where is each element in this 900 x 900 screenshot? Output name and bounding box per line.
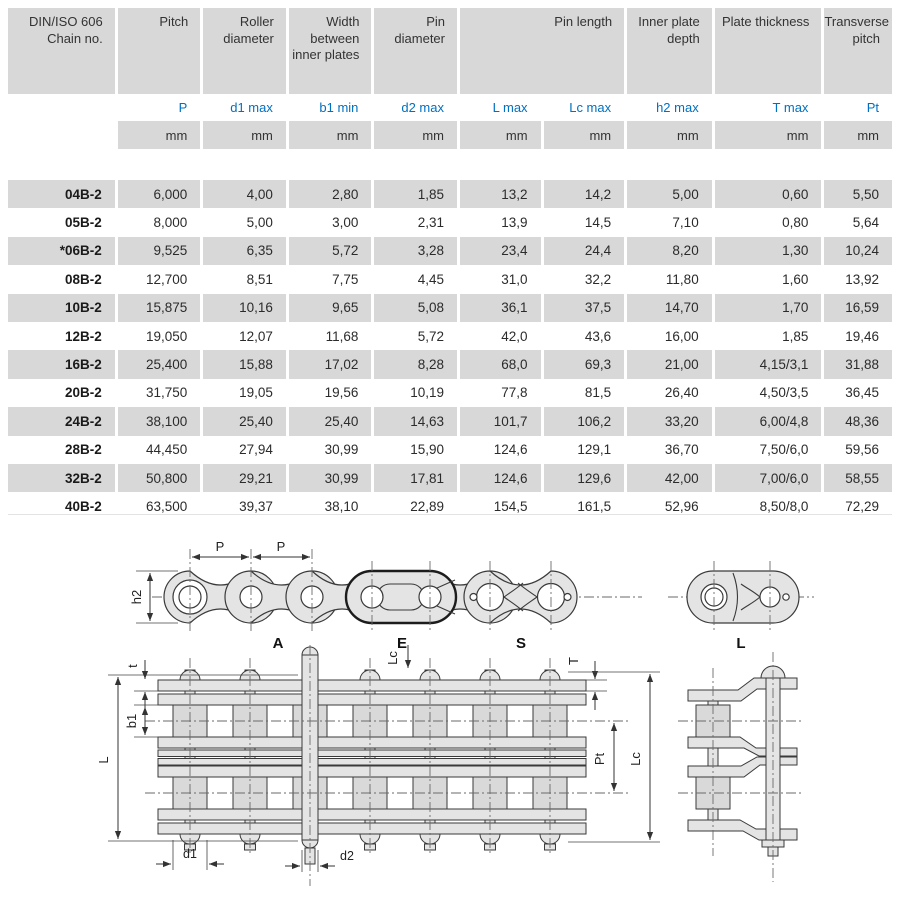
cell-value: 106,2	[544, 407, 625, 435]
cell-value: 8,50/8,0	[715, 492, 822, 520]
cell-value: 24,4	[544, 237, 625, 265]
symbol-h2: h2 max	[627, 94, 712, 121]
label-link-S: S	[515, 635, 527, 652]
cell-value: 154,5	[460, 492, 541, 520]
cell-value: 39,37	[203, 492, 286, 520]
header-chain-no-line2: Chain no.	[47, 30, 103, 46]
header-row	[8, 8, 892, 94]
header-chain-no	[8, 8, 115, 94]
cell-value: 31,88	[824, 350, 892, 378]
cell-value: 44,450	[118, 436, 201, 464]
label-link-E: E	[396, 635, 408, 652]
cell-value: 42,00	[627, 464, 712, 492]
unit-mm: mm	[374, 121, 457, 149]
cell-value: 50,800	[118, 464, 201, 492]
cell-value: 5,08	[374, 294, 457, 322]
table-row	[8, 294, 892, 322]
table-row	[8, 350, 892, 378]
dim-label-d2: d2	[340, 849, 354, 863]
cell-value: 81,5	[544, 379, 625, 407]
cranked-link-view	[678, 652, 802, 882]
cell-value: 1,85	[715, 322, 822, 350]
cell-value: 37,5	[544, 294, 625, 322]
cell-value: 161,5	[544, 492, 625, 520]
cell-value: 36,70	[627, 436, 712, 464]
table-row	[8, 436, 892, 464]
header-transverse-pitch: Transverse pitch	[824, 8, 892, 94]
cell-value: 21,00	[627, 350, 712, 378]
cell-value: 3,00	[289, 208, 372, 236]
cell-value: 25,400	[118, 350, 201, 378]
cell-value: 9,525	[118, 237, 201, 265]
dim-label-Lc: Lc	[628, 752, 643, 766]
cell-value: 10,16	[203, 294, 286, 322]
cell-value: 23,4	[460, 237, 541, 265]
cell-value: 31,0	[460, 265, 541, 293]
table-row	[8, 208, 892, 236]
dim-label-L: L	[96, 756, 111, 764]
cell-value: 6,000	[118, 180, 201, 208]
cell-value: 101,7	[460, 407, 541, 435]
chain-spec-table	[5, 8, 895, 521]
cell-value: 14,70	[627, 294, 712, 322]
cell-value: 9,65	[289, 294, 372, 322]
cell-value: 26,40	[627, 379, 712, 407]
cell-chain-no: 08B-2	[8, 265, 115, 293]
dim-label-T: T	[566, 657, 581, 665]
cell-value: 129,6	[544, 464, 625, 492]
cell-value: 52,96	[627, 492, 712, 520]
cell-value: 10,19	[374, 379, 457, 407]
symbol-row	[8, 94, 892, 121]
cell-value: 22,89	[374, 492, 457, 520]
cell-chain-no: 12B-2	[8, 322, 115, 350]
dim-label-h2: h2	[129, 589, 144, 605]
table-row	[8, 237, 892, 265]
cell-value: 38,100	[118, 407, 201, 435]
cell-value: 15,88	[203, 350, 286, 378]
cell-value: 30,99	[289, 436, 372, 464]
symbol-b1: b1 min	[289, 94, 372, 121]
cell-value: 7,75	[289, 265, 372, 293]
unit-mm: mm	[203, 121, 286, 149]
cell-value: 13,9	[460, 208, 541, 236]
offset-link-L	[668, 561, 814, 652]
cell-value: 7,00/6,0	[715, 464, 822, 492]
cell-value: 12,700	[118, 265, 201, 293]
cell-value: 29,21	[203, 464, 286, 492]
cell-value: 25,40	[289, 407, 372, 435]
cell-value: 2,31	[374, 208, 457, 236]
technical-drawings	[0, 515, 900, 900]
unit-mm: mm	[289, 121, 372, 149]
cell-value: 27,94	[203, 436, 286, 464]
cell-value: 14,5	[544, 208, 625, 236]
cell-value: 72,29	[824, 492, 892, 520]
label-link-L: L	[736, 635, 746, 652]
cell-value: 42,0	[460, 322, 541, 350]
cell-value: 13,92	[824, 265, 892, 293]
cell-value: 4,00	[203, 180, 286, 208]
cell-value: 1,30	[715, 237, 822, 265]
cell-value: 124,6	[460, 464, 541, 492]
cell-value: 77,8	[460, 379, 541, 407]
cell-value: 4,45	[374, 265, 457, 293]
cell-value: 3,28	[374, 237, 457, 265]
d2-dimension	[285, 849, 354, 872]
cell-value: 124,6	[460, 436, 541, 464]
cell-value: 8,000	[118, 208, 201, 236]
cell-value: 11,68	[289, 322, 372, 350]
symbol-t: T max	[715, 94, 822, 121]
symbol-empty	[8, 94, 115, 121]
label-link-A: A	[272, 635, 284, 652]
unit-mm: mm	[544, 121, 625, 149]
unit-mm: mm	[627, 121, 712, 149]
chain-side-view	[129, 539, 814, 652]
dim-label-p2: P	[276, 539, 286, 554]
cell-chain-no: *06B-2	[8, 237, 115, 265]
table-row	[8, 464, 892, 492]
cell-value: 0,80	[715, 208, 822, 236]
cell-chain-no: 10B-2	[8, 294, 115, 322]
cell-value: 5,00	[627, 180, 712, 208]
dim-label-Pt: Pt	[592, 752, 607, 766]
cell-value: 16,59	[824, 294, 892, 322]
cell-value: 16,00	[627, 322, 712, 350]
unit-mm: mm	[118, 121, 201, 149]
table-row	[8, 180, 892, 208]
cell-value: 25,40	[203, 407, 286, 435]
dim-label-p1: P	[215, 539, 225, 554]
cell-chain-no: 05B-2	[8, 208, 115, 236]
cell-value: 2,80	[289, 180, 372, 208]
cell-value: 17,02	[289, 350, 372, 378]
cell-value: 33,20	[627, 407, 712, 435]
spacer-row	[8, 149, 892, 180]
cell-value: 15,875	[118, 294, 201, 322]
cell-value: 19,05	[203, 379, 286, 407]
cell-value: 7,50/6,0	[715, 436, 822, 464]
cell-value: 36,45	[824, 379, 892, 407]
cell-value: 13,2	[460, 180, 541, 208]
cell-value: 14,2	[544, 180, 625, 208]
dim-label-lc-top: Lc	[385, 651, 400, 665]
cell-value: 0,60	[715, 180, 822, 208]
dim-label-b1: b1	[124, 713, 139, 729]
header-pin-diameter: Pin diameter	[374, 8, 457, 94]
cell-value: 10,24	[824, 237, 892, 265]
table-row	[8, 322, 892, 350]
cell-value: 63,500	[118, 492, 201, 520]
cell-value: 43,6	[544, 322, 625, 350]
header-inner-plate-depth: Inner plate depth	[627, 8, 712, 94]
header-pitch: Pitch	[118, 8, 201, 94]
cell-chain-no: 32B-2	[8, 464, 115, 492]
dim-label-t: t	[125, 664, 140, 668]
symbol-p: P	[118, 94, 201, 121]
cell-value: 7,10	[627, 208, 712, 236]
cell-value: 8,28	[374, 350, 457, 378]
plates	[158, 680, 586, 834]
cell-value: 4,15/3,1	[715, 350, 822, 378]
header-roller-diameter: Roller diameter	[203, 8, 286, 94]
table-row	[8, 407, 892, 435]
cell-value: 68,0	[460, 350, 541, 378]
symbol-d2: d2 max	[374, 94, 457, 121]
unit-mm: mm	[460, 121, 541, 149]
t-dimension	[125, 660, 158, 711]
chain-plan-view	[96, 645, 660, 886]
symbol-d1: d1 max	[203, 94, 286, 121]
cell-chain-no: 04B-2	[8, 180, 115, 208]
cell-value: 1,60	[715, 265, 822, 293]
cell-value: 4,50/3,5	[715, 379, 822, 407]
unit-mm: mm	[824, 121, 892, 149]
cell-chain-no: 24B-2	[8, 407, 115, 435]
table-row	[8, 265, 892, 293]
dim-label-d1: d1	[183, 847, 197, 861]
table-row	[8, 379, 892, 407]
cell-value: 69,3	[544, 350, 625, 378]
cell-value: 30,99	[289, 464, 372, 492]
cell-value: 5,72	[289, 237, 372, 265]
symbol-l: L max	[460, 94, 541, 121]
cell-value: 129,1	[544, 436, 625, 464]
symbol-pt: Pt	[824, 94, 892, 121]
cell-value: 5,64	[824, 208, 892, 236]
unit-mm: mm	[715, 121, 822, 149]
cell-value: 6,00/4,8	[715, 407, 822, 435]
cell-value: 1,70	[715, 294, 822, 322]
cell-value: 17,81	[374, 464, 457, 492]
cell-chain-no: 20B-2	[8, 379, 115, 407]
cell-chain-no: 28B-2	[8, 436, 115, 464]
cell-value: 58,55	[824, 464, 892, 492]
cell-value: 8,51	[203, 265, 286, 293]
unit-empty	[8, 121, 115, 149]
header-plate-thickness: Plate thickness	[715, 8, 822, 94]
cell-value: 1,85	[374, 180, 457, 208]
table-body	[8, 180, 892, 521]
cell-value: 19,56	[289, 379, 372, 407]
cell-value: 19,46	[824, 322, 892, 350]
cell-value: 12,07	[203, 322, 286, 350]
cell-value: 36,1	[460, 294, 541, 322]
cell-value: 38,10	[289, 492, 372, 520]
cell-value: 48,36	[824, 407, 892, 435]
header-pin-length: Pin length	[460, 8, 624, 94]
Pt-dimension	[592, 723, 614, 791]
cell-value: 8,20	[627, 237, 712, 265]
cell-value: 19,050	[118, 322, 201, 350]
cell-value: 32,2	[544, 265, 625, 293]
cell-value: 5,72	[374, 322, 457, 350]
cell-value: 5,00	[203, 208, 286, 236]
cell-value: 11,80	[627, 265, 712, 293]
cell-value: 15,90	[374, 436, 457, 464]
symbol-lc: Lc max	[544, 94, 625, 121]
cell-value: 59,56	[824, 436, 892, 464]
cell-value: 14,63	[374, 407, 457, 435]
cell-value: 31,750	[118, 379, 201, 407]
cell-value: 6,35	[203, 237, 286, 265]
header-width-inner-plates: Width between inner plates	[289, 8, 372, 94]
cell-chain-no: 16B-2	[8, 350, 115, 378]
unit-row	[8, 121, 892, 149]
cell-value: 5,50	[824, 180, 892, 208]
cell-chain-no: 40B-2	[8, 492, 115, 520]
header-chain-no-line1: DIN/ISO 606	[29, 14, 103, 29]
